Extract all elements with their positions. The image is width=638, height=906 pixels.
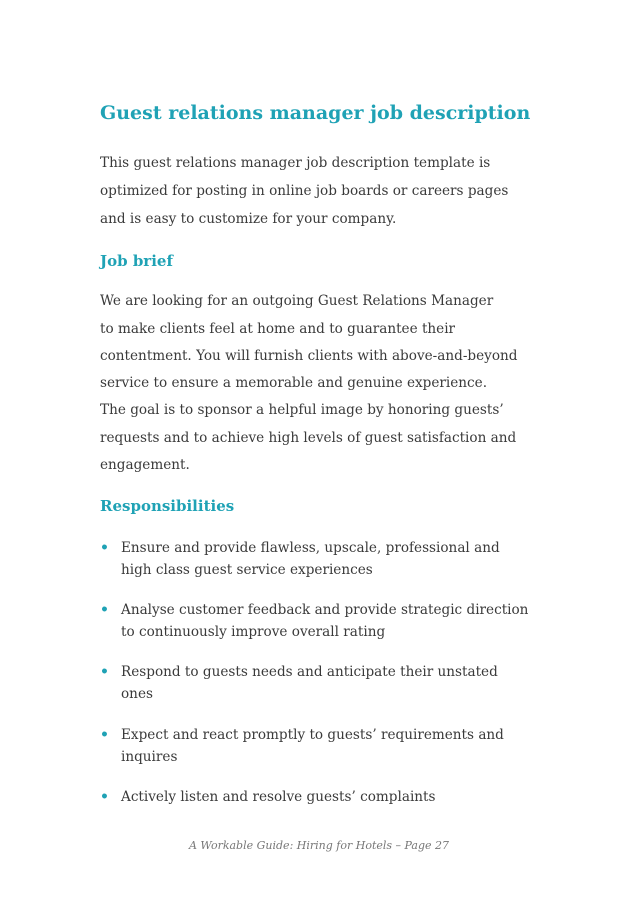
responsibility-line: Respond to guests needs and anticipate their unstated xyxy=(121,664,498,680)
job-brief-line: service to ensure a memorable and genuine experience. xyxy=(100,375,488,391)
intro-line: optimized for posting in online job boards or careers pages xyxy=(100,183,509,199)
intro-line: This guest relations manager job description template is xyxy=(100,155,491,171)
bullet-icon: • xyxy=(100,540,109,556)
responsibility-line: to continuously improve overall rating xyxy=(121,624,386,640)
job-brief-line: engagement. xyxy=(100,457,190,473)
job-brief-heading: Job brief xyxy=(100,252,173,270)
bullet-icon: • xyxy=(100,664,109,680)
intro-line: and is easy to customize for your company. xyxy=(100,211,397,227)
bullet-icon: • xyxy=(100,602,109,618)
responsibilities-heading: Responsibilities xyxy=(100,497,235,515)
responsibility-line: Ensure and provide flawless, upscale, professional and xyxy=(121,540,500,556)
bullet-icon: • xyxy=(100,727,109,743)
bullet-icon: • xyxy=(100,789,109,805)
responsibility-line: inquires xyxy=(121,749,178,765)
responsibility-line: Expect and react promptly to guests’ requirements and xyxy=(121,727,504,743)
page-title: Guest relations manager job description xyxy=(100,102,531,124)
page-footer: A Workable Guide: Hiring for Hotels – Page 27 xyxy=(188,839,450,852)
job-brief-line: We are looking for an outgoing Guest Relations Manager xyxy=(100,293,494,309)
responsibility-line: Analyse customer feedback and provide strategic direction xyxy=(121,602,529,618)
responsibility-line: ones xyxy=(121,686,153,702)
job-brief-line: to make clients feel at home and to guarantee their xyxy=(100,321,456,337)
responsibility-line: Actively listen and resolve guests’ complaints xyxy=(121,789,436,805)
responsibility-line: high class guest service experiences xyxy=(121,562,373,578)
job-brief-line: contentment. You will furnish clients with above-and-beyond xyxy=(100,348,518,364)
job-brief-line: requests and to achieve high levels of guest satisfaction and xyxy=(100,430,517,446)
job-brief-line: The goal is to sponsor a helpful image by honoring guests’ xyxy=(100,402,504,418)
